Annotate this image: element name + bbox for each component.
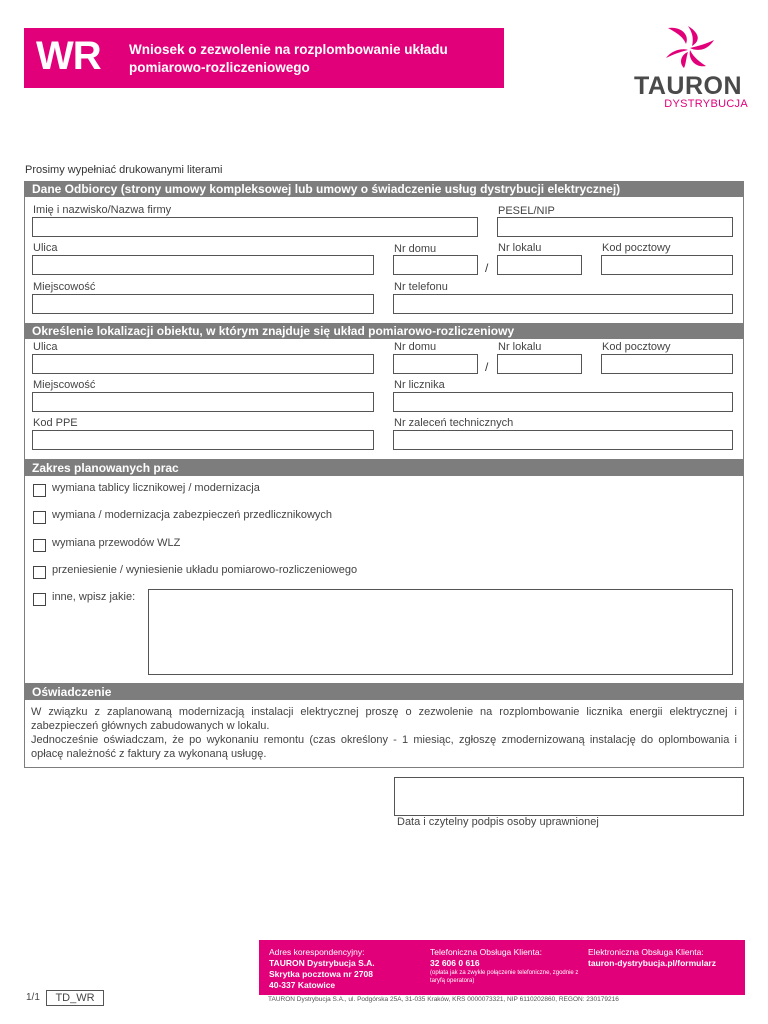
- location-city-field[interactable]: [32, 392, 374, 412]
- label-phone: Nr telefonu: [394, 281, 448, 293]
- option-wlz-wires: wymiana przewodów WLZ: [52, 537, 181, 549]
- meter-number-field[interactable]: [393, 392, 733, 412]
- flat-number-field[interactable]: [497, 255, 582, 275]
- checkbox-other[interactable]: [33, 593, 46, 606]
- page-number: 1/1: [26, 992, 40, 1003]
- ppe-code-field[interactable]: [32, 430, 374, 450]
- footer-address-line: Skrytka pocztowa nr 2708: [269, 969, 373, 979]
- form-header: [24, 28, 504, 88]
- location-flat-number-field[interactable]: [497, 354, 582, 374]
- label-pesel: PESEL/NIP: [498, 205, 555, 217]
- section-customer-title: Dane Odbiorcy (strony umowy kompleksowej lub umowy o świadczenie usług dystrybucji elektrycznej): [24, 181, 744, 197]
- footer-phone-support: [430, 947, 580, 985]
- label-location-street: Ulica: [33, 341, 58, 353]
- label-ppe: Kod PPE: [33, 417, 78, 429]
- footer-address-line: 40-337 Katowice: [269, 980, 336, 990]
- recommendations-number-field[interactable]: [393, 430, 733, 450]
- checkbox-relocation[interactable]: [33, 566, 46, 579]
- postal-code-field[interactable]: [601, 255, 733, 275]
- label-street: Ulica: [33, 242, 58, 254]
- address-separator: /: [485, 261, 489, 275]
- option-other: inne, wpisz jakie:: [52, 591, 136, 603]
- form-title: Wniosek o zezwolenie na rozplombowanie układu pomiarowo-rozliczeniowego: [129, 42, 448, 75]
- label-meter: Nr licznika: [394, 379, 445, 391]
- option-pre-meter-protection: wymiana / modernizacja zabezpieczeń przedlicznikowych: [52, 509, 333, 521]
- footer-contact: [259, 940, 745, 995]
- fill-instruction: Prosimy wypełniać drukowanymi literami: [25, 164, 223, 176]
- form-code: WR: [36, 34, 101, 78]
- checkbox-pre-meter-protection[interactable]: [33, 511, 46, 524]
- label-location-house: Nr domu: [394, 341, 437, 353]
- checkbox-wlz-wires[interactable]: [33, 539, 46, 552]
- footer-phone-number: 32 606 0 616: [430, 958, 480, 968]
- legal-info: TAURON Dystrybucja S.A., ul. Podgórska 25A, 31-035 Kraków, KRS 0000073321, NIP 6110202860, REGON: 230179216: [268, 996, 619, 1003]
- option-meter-board: wymiana tablicy licznikowej / modernizacja: [52, 482, 260, 494]
- tauron-swirl-icon: [628, 22, 748, 74]
- footer-phone-note: (opłata jak za zwykłe połączenie telefoniczne, zgodnie z taryfą operatora): [430, 970, 579, 984]
- declaration-text: [31, 705, 737, 761]
- footer-correspondence-heading: Adres korespondencyjny:: [269, 947, 365, 957]
- section-declaration-title: Oświadczenie: [24, 684, 744, 700]
- declaration-paragraph-1: W związku z zaplanowaną modernizacją instalacji elektrycznej proszę o zezwolenie na rozplombowanie licznika energii elektrycznej i zabezpieczeń głównych zabudowanych w lokalu.: [31, 706, 737, 732]
- section-works-title: Zakres planowanych prac: [24, 460, 744, 476]
- label-postal: Kod pocztowy: [602, 242, 671, 254]
- street-field[interactable]: [32, 255, 374, 275]
- location-street-field[interactable]: [32, 354, 374, 374]
- other-works-textarea[interactable]: [148, 589, 733, 675]
- logo-wordmark: TAURON: [633, 72, 743, 100]
- location-postal-code-field[interactable]: [601, 354, 733, 374]
- section-location-title: Określenie lokalizacji obiektu, w którym znajduje się układ pomiarowo-rozliczeniowy: [24, 323, 744, 339]
- label-location-flat: Nr lokalu: [498, 341, 542, 353]
- location-address-separator: /: [485, 360, 489, 374]
- label-name: Imię i nazwisko/Nazwa firmy: [33, 204, 172, 216]
- footer-online-support: [588, 947, 743, 969]
- phone-field[interactable]: [393, 294, 733, 314]
- label-location-postal: Kod pocztowy: [602, 341, 671, 353]
- checkbox-meter-board[interactable]: [33, 484, 46, 497]
- footer-online-heading: Elektroniczna Obsługa Klienta:: [588, 947, 704, 957]
- footer-online-url[interactable]: tauron-dystrybucja.pl/formularz: [588, 958, 716, 968]
- house-number-field[interactable]: [393, 255, 478, 275]
- tauron-logo: [628, 22, 748, 122]
- logo-subtitle: DYSTRYBUCJA: [664, 98, 748, 110]
- label-flat: Nr lokalu: [498, 242, 542, 254]
- label-location-city: Miejscowość: [33, 379, 96, 391]
- label-recommendations: Nr zaleceń technicznych: [394, 417, 514, 429]
- signature-label: Data i czytelny podpis osoby uprawnionej: [397, 816, 599, 828]
- footer-correspondence: [269, 947, 419, 991]
- footer-phone-heading: Telefoniczna Obsługa Klienta:: [430, 947, 542, 957]
- footer-address-line: TAURON Dystrybucja S.A.: [269, 958, 375, 968]
- signature-field[interactable]: [394, 777, 744, 816]
- pesel-field[interactable]: [497, 217, 733, 237]
- declaration-paragraph-2: Jednocześnie oświadczam, że po wykonaniu remontu (czas określony - 1 miesiąc, zgłoszę zmodernizowaną instalację do oplombowania i opłacę należność z faktury za wykonaną usługę.: [31, 734, 737, 760]
- option-relocation: przeniesienie / wyniesienie układu pomiarowo-rozliczeniowego: [52, 564, 358, 576]
- city-field[interactable]: [32, 294, 374, 314]
- label-city: Miejscowość: [33, 281, 96, 293]
- name-field[interactable]: [32, 217, 478, 237]
- label-house: Nr domu: [394, 243, 437, 255]
- document-code: TD_WR: [46, 990, 104, 1006]
- location-house-number-field[interactable]: [393, 354, 478, 374]
